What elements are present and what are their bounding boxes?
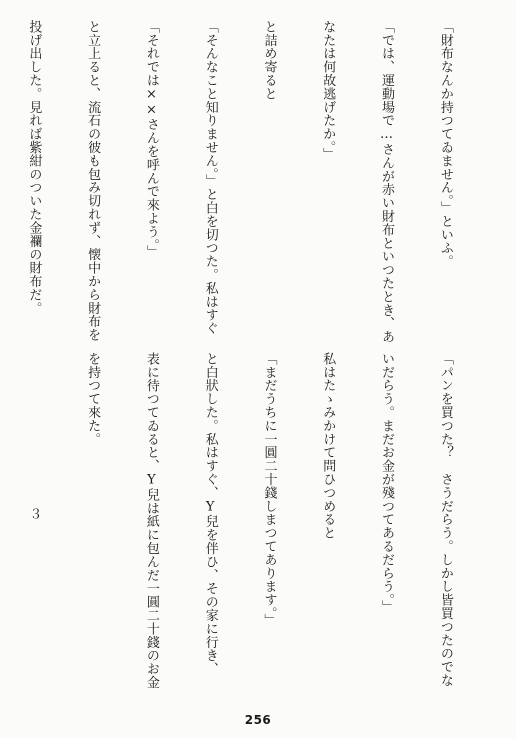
text-line: 投げ出した。見れば紫紺のついた金襴の財布だ。 bbox=[26, 20, 42, 315]
text-line: 「財布なんか持つてゐません。」といふ。 bbox=[437, 20, 453, 269]
text-line: 「まだうちに一圓二十錢しまつてあります。」 bbox=[261, 352, 277, 627]
section-number: ３ bbox=[26, 507, 42, 521]
text-line: 「では、運動場で…さんが赤い財布といつたとき、あ bbox=[379, 20, 395, 344]
page-number: 256 bbox=[244, 713, 272, 727]
text-line: と白狀した。私はすぐ、Y兒を伴ひ、その家に行き、 bbox=[202, 352, 218, 676]
text-line: 私はたゝみかけて問ひつめると bbox=[320, 352, 336, 540]
text-line: と詰め寄ると bbox=[261, 20, 277, 101]
upper-text-block bbox=[24, 20, 494, 344]
lower-text-block bbox=[24, 352, 494, 689]
text-line: 「それでは××さんを呼んで來よう。」 bbox=[143, 20, 159, 259]
text-line: いだらう。まだお金が殘つてあるだらう。」 bbox=[379, 352, 395, 614]
text-line: 「そんなこと知りません。」と白を切つた。私はすぐ bbox=[202, 20, 218, 336]
text-line: 「パンを買つた？ さうだらう。しかし皆買つたのでな bbox=[437, 352, 453, 687]
text-line: と立上ると、流石の彼も包み切れず、懐中から財布を bbox=[85, 20, 101, 342]
text-line: を持つて來た。 bbox=[85, 352, 101, 446]
text-line: なたは何故逃げたか。」 bbox=[320, 20, 336, 161]
text-line: 表に待つてゐると、Y兒は紙に包んだ一圓二十錢のお金 bbox=[143, 352, 159, 689]
